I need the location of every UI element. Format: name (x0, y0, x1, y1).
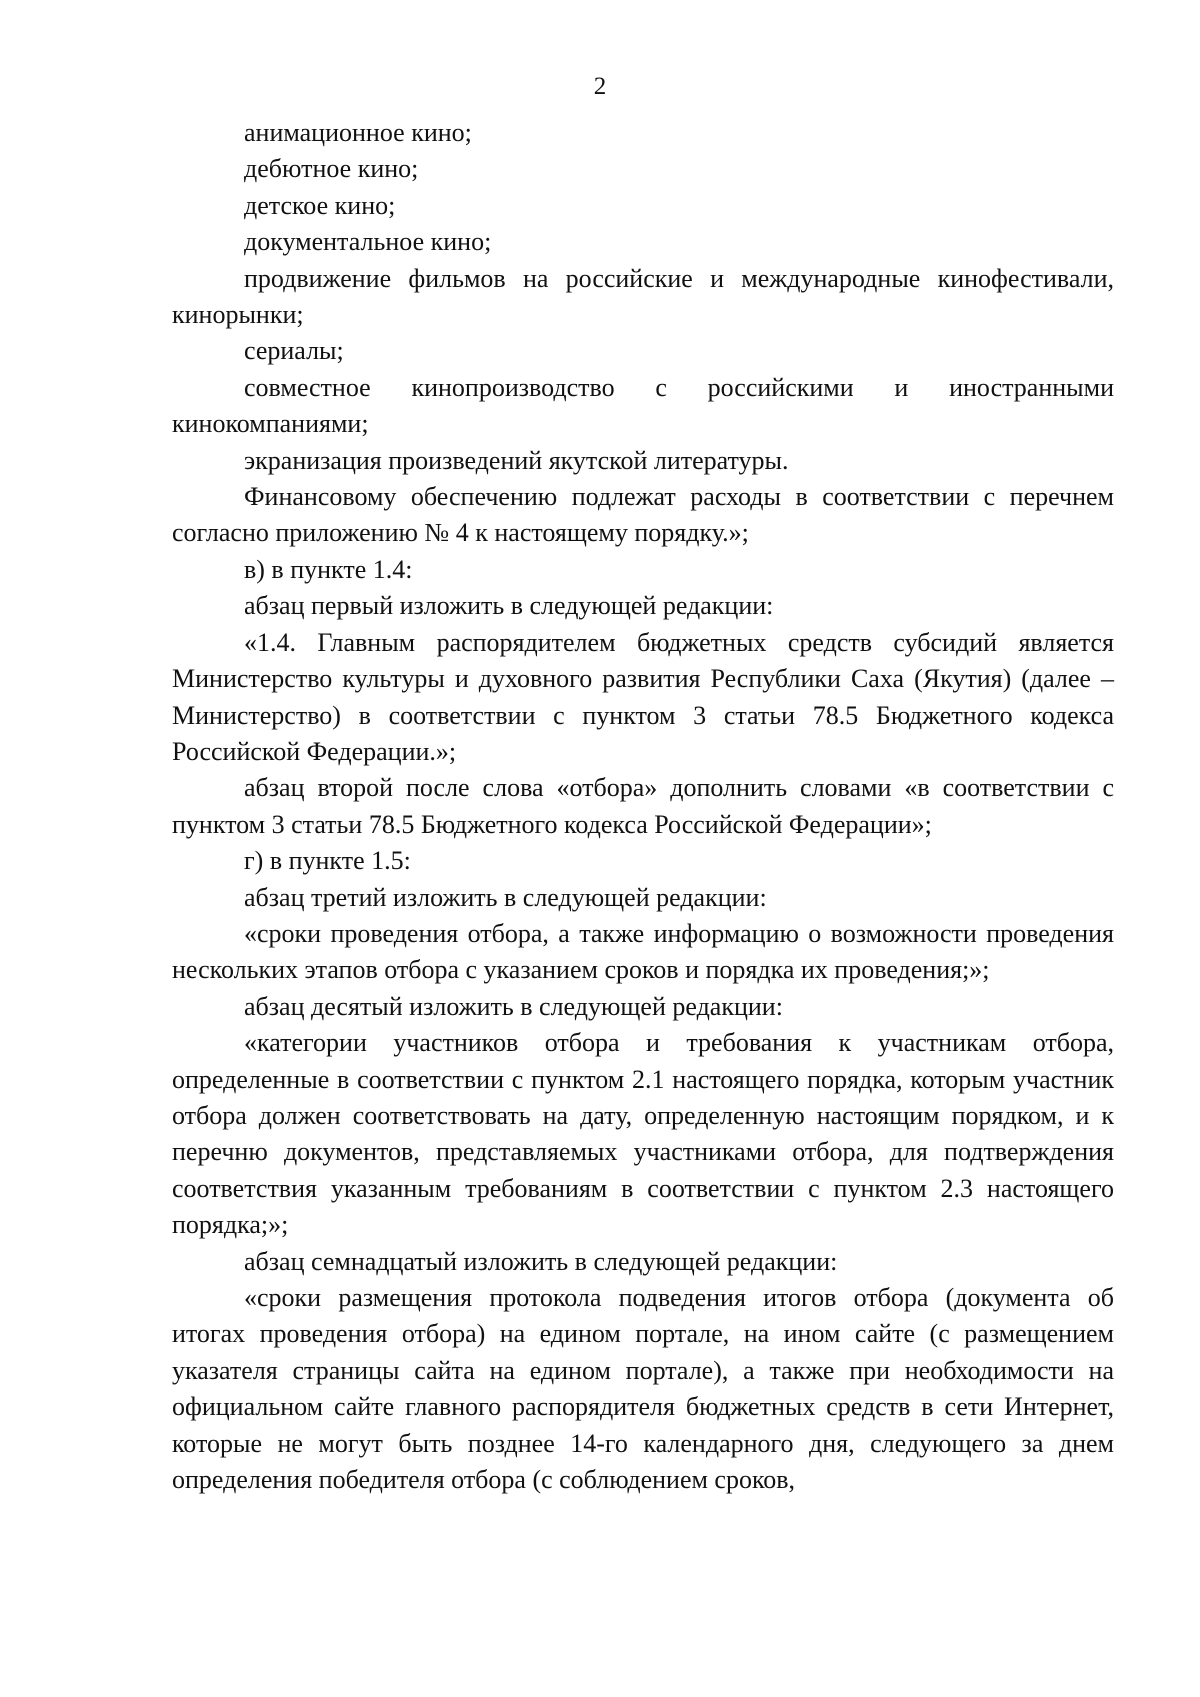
page-number: 2 (593, 73, 607, 100)
paragraph: г) в пункте 1.5: (244, 846, 411, 876)
paragraph: абзац второй после слова «отбора» дополнить словами «в соответствии с пунктом 3 статьи 78.5 Бюджетного кодекса Российской Федерации»; (172, 773, 1114, 839)
paragraph: документальное кино; (244, 227, 492, 257)
paragraph: анимационное кино; (244, 118, 472, 147)
paragraph: сериалы; (244, 336, 344, 366)
paragraph: Финансовому обеспечению подлежат расходы в соответствии с перечнем согласно приложению № 4 к настоящему порядку.»; (172, 482, 1114, 548)
paragraph: абзац третий изложить в следующей редакции: (244, 882, 767, 912)
paragraph: экранизация произведений якутской литературы. (244, 445, 789, 475)
paragraph: продвижение фильмов на российские и международные кинофестивали, кинорынки; (172, 263, 1114, 330)
paragraph: абзац первый изложить в следующей редакции: (244, 591, 774, 621)
paragraph: абзац семнадцатый изложить в следующей редакции: (244, 1246, 838, 1276)
paragraph: дебютное кино; (244, 154, 419, 184)
document-body (172, 115, 1114, 1498)
paragraph: детское кино; (244, 190, 396, 220)
paragraph: абзац десятый изложить в следующей редакции: (244, 991, 783, 1021)
paragraph: «сроки проведения отбора, а также информацию о возможности проведения нескольких этапов отбора с указанием сроков и порядка их проведения;»; (172, 918, 1114, 985)
paragraph: «категории участников отбора и требования к участникам отбора, определенные в соответствии с пунктом 2.1 настоящего порядка, которым участник отбора должен соответствовать на дату, определенную настоящим порядком, и к перечню документов, представляемых участниками отбора, для подтверждения соответствия указанным требованиям в соответствии с пунктом 2.3 настоящего порядка;»; (172, 1028, 1114, 1240)
paragraph: «1.4. Главным распорядителем бюджетных средств субсидий является Министерство культуры и духовного развития Республики Саха (Якутия) (далее – Министерство) в соответствии с пунктом 3 статьи 78.5 Бюджетного кодекса Российской Федерации.»; (172, 627, 1114, 766)
paragraph: в) в пункте 1.4: (244, 554, 413, 584)
paragraph: «сроки размещения протокола подведения итогов отбора (документа об итогах проведения отбора) на едином портале, на ином сайте (с размещением указателя страницы сайта на едином портале), а также при необходимости на официальном сайте главного распорядителя бюджетных средств в сети Интернет, которые не могут быть позднее 14-го календарного дня, следующего за днем определения победителя отбора (с соблюдением сроков, (172, 1283, 1114, 1495)
paragraph: совместное кинопроизводство с российскими и иностранными кинокомпаниями; (172, 372, 1114, 439)
